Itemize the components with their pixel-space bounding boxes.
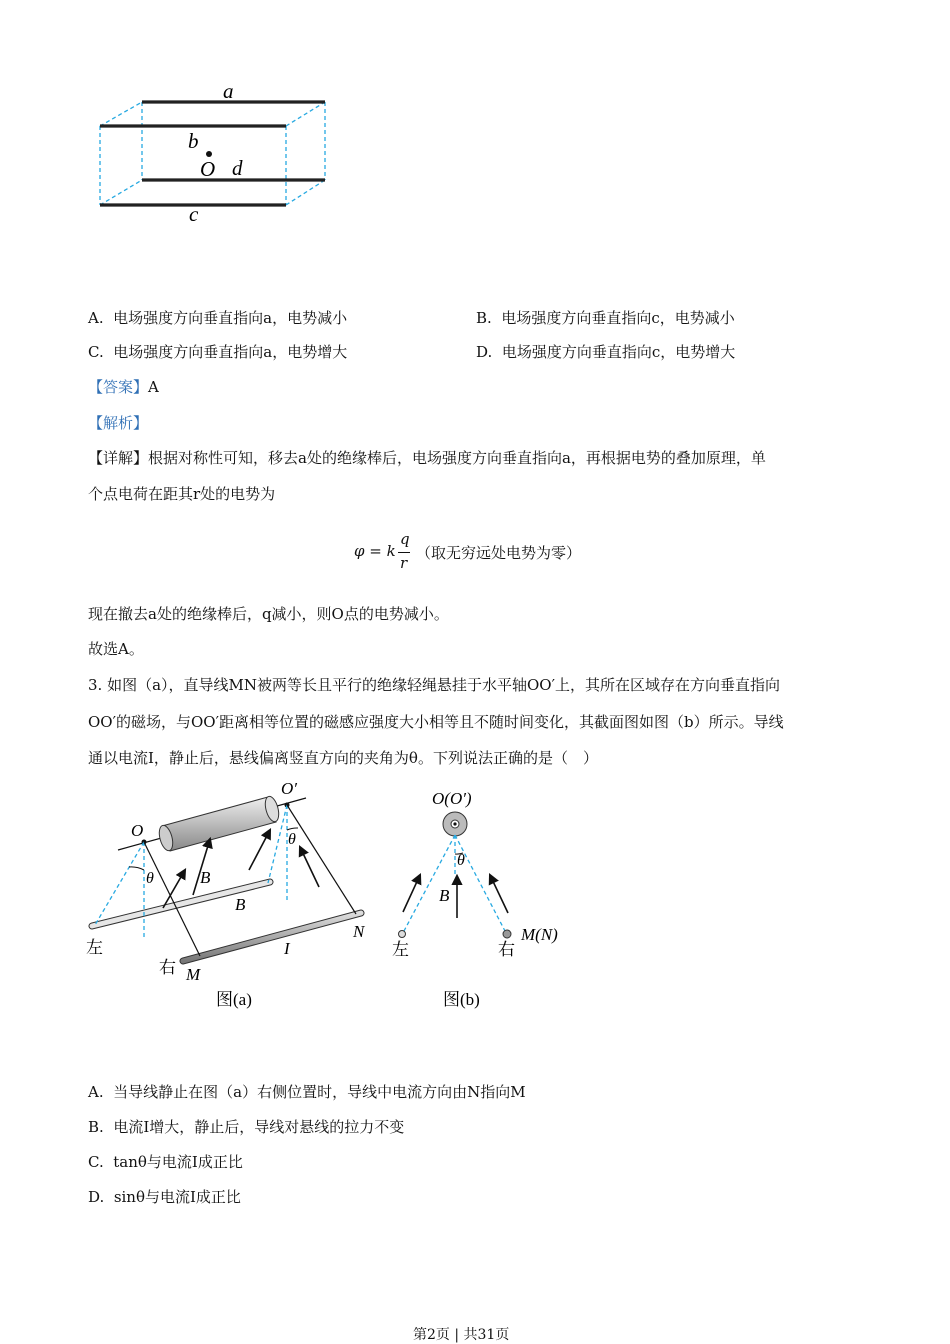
label-theta: θ (457, 852, 465, 869)
option-letter: C. (88, 1153, 104, 1171)
detail-line-1 (88, 447, 766, 468)
q2-option-c (88, 341, 347, 362)
option-letter: B. (88, 1118, 104, 1136)
label-theta-right: θ (288, 831, 296, 848)
option-text: tanθ与电流I成正比 (113, 1153, 243, 1171)
detail-tag: 【详解】 (88, 449, 149, 467)
formula-numerator: q (400, 530, 410, 548)
answer-line (88, 376, 159, 397)
detail-line-2: 个点电荷在距其r处的电势为 (88, 485, 276, 503)
figure-a-and-b (0, 775, 950, 1025)
option-text: 电场强度方向垂直指向c，电势减小 (501, 309, 735, 327)
label-left: 左 (86, 938, 103, 957)
label-b: b (188, 129, 199, 153)
q3-option-a (88, 1081, 526, 1102)
option-text: 电场强度方向垂直指向c，电势增大 (501, 343, 736, 361)
option-text: 电场强度方向垂直指向a，电势减小 (113, 309, 348, 327)
fraction-bar (398, 552, 410, 553)
figure-rods-cuboid (0, 0, 950, 240)
label-right: 右 (159, 958, 176, 977)
option-text: sinθ与电流I成正比 (113, 1188, 241, 1206)
q2-option-b (476, 307, 735, 328)
label-I: I (284, 939, 290, 958)
q2-option-d (476, 341, 735, 362)
formula-lhs: φ = k (354, 542, 396, 560)
q2-option-a (88, 307, 347, 328)
option-letter: A. (88, 309, 104, 327)
label-a: a (223, 79, 234, 103)
label-B-1: B (200, 868, 211, 887)
q3-option-b (88, 1116, 404, 1137)
formula-note: （取无穷远处电势为零） (416, 544, 582, 562)
page-footer: 第2页 | 共31页 (413, 1327, 510, 1343)
solution-line-4: 故选A。 (88, 640, 144, 658)
label-O: O (200, 157, 216, 181)
formula-denominator: r (400, 554, 408, 572)
label-M-N: M(N) (521, 925, 558, 944)
label-d: d (232, 156, 243, 180)
caption-b: 图(b) (443, 990, 480, 1009)
q3-stem-line-3: 通以电流I，静止后，悬线偏离竖直方向的夹角为θ。下列说法正确的是（ ） (88, 749, 598, 767)
option-text: 电流I增大，静止后，导线对悬线的拉力不变 (113, 1118, 405, 1136)
option-letter: C. (88, 343, 104, 361)
label-O: O (131, 821, 144, 840)
option-letter: D. (476, 343, 493, 361)
q3-stem-line-2: OO′的磁场，与OO′距离相等位置的磁感应强度大小相等且不随时间变化，其截面图如图（b）所示。导线 (88, 713, 784, 731)
label-O-prime: O′ (281, 779, 297, 798)
label-M: M (186, 965, 201, 984)
label-O-Oprime: O(O′) (432, 789, 472, 808)
q3-option-d (88, 1186, 241, 1207)
answer-tag: 【答案】 (88, 378, 149, 396)
option-letter: A. (88, 1083, 104, 1101)
option-text: 当导线静止在图（a）右侧位置时，导线中电流方向由N指向M (113, 1083, 526, 1101)
q3-option-c (88, 1151, 243, 1172)
label-N: N (353, 922, 365, 941)
label-B: B (439, 886, 450, 905)
answer-value: A (148, 378, 159, 396)
label-left: 左 (392, 940, 409, 959)
solution-line-3: 现在撤去a处的绝缘棒后，q减小，则O点的电势减小。 (88, 605, 449, 623)
label-right: 右 (498, 940, 515, 959)
q3-stem-line-1: 3. 如图（a），直导线MN被两等长且平行的绝缘轻绳悬挂于水平轴OO′上，其所在区域存在方向垂直指向 (88, 676, 781, 694)
label-c: c (189, 202, 199, 226)
detail-text: 根据对称性可知，移去a处的绝缘棒后，电场强度方向垂直指向a，再根据电势的叠加原理，单 (148, 449, 766, 467)
option-text: 电场强度方向垂直指向a，电势增大 (113, 343, 348, 361)
label-theta-left: θ (146, 870, 154, 887)
analysis-tag: 【解析】 (88, 414, 149, 432)
caption-a: 图(a) (216, 990, 252, 1009)
label-B-2: B (235, 895, 246, 914)
option-letter: B. (476, 309, 492, 327)
option-letter: D. (88, 1188, 105, 1206)
